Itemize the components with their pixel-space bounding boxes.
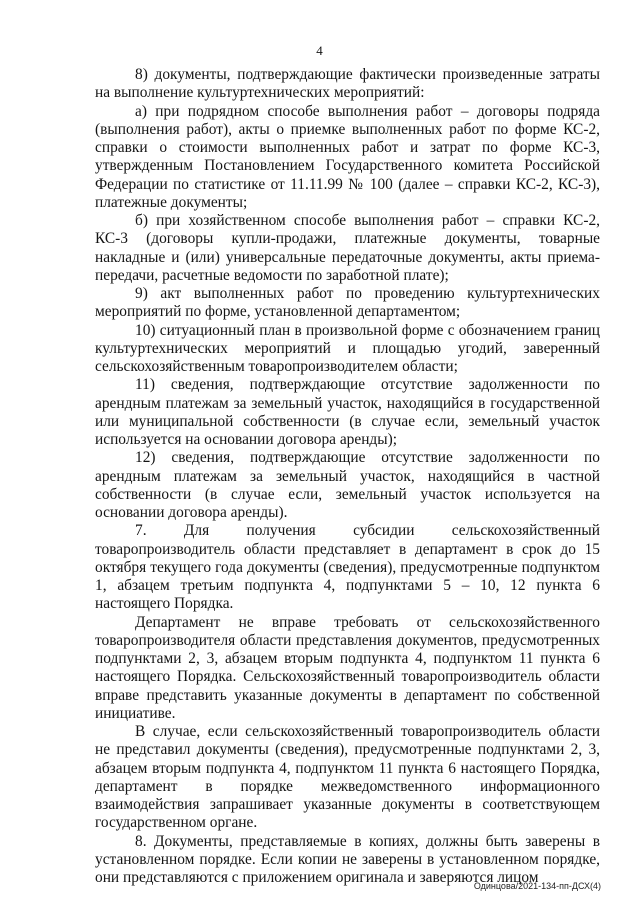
paragraph-item-12: 12) сведения, подтверждающие отсутствие задолженности по арендным платежам за земельный участок, находящийся в частной собственности (в случае если, земельный участок используется на основании договора аренды). bbox=[95, 449, 600, 521]
page-number: 4 bbox=[316, 43, 323, 58]
paragraph-item-8: 8) документы, подтверждающие фактически произведенные затраты на выполнение культуртехнических мероприятий: bbox=[95, 66, 600, 102]
document-body bbox=[95, 66, 600, 887]
paragraph-interagency-request: В случае, если сельскохозяйственный товаропроизводитель области не представил документы (сведения), предусмотренные подпунктами 2, 3, абзацем вторым подпункта 4, подпунктом 11 пункта 6 настоящего Порядка, департамент в порядке межведомственного информационного взаимодействия запрашивает указанные документы в соответствующем государственном органе. bbox=[95, 723, 600, 832]
paragraph-subitem-b: б) при хозяйственном способе выполнения работ – справки КС-2, КС-3 (договоры купли-продажи, платежные документы, товарные накладные и (или) универсальные передаточные документы, акты приема-передачи, расчетные ведомости по заработной плате); bbox=[95, 212, 600, 284]
paragraph-item-10: 10) ситуационный план в произвольной форме с обозначением границ культуртехнических мероприятий и площадью угодий, заверенный сельскохозяйственным товаропроизводителем области; bbox=[95, 321, 600, 375]
paragraph-item-9: 9) акт выполненных работ по проведению культуртехнических мероприятий по форме, установленной департаментом; bbox=[95, 285, 600, 321]
document-footer-code: Одинцова/2021-134-пп-ДСХ(4) bbox=[473, 881, 601, 891]
paragraph-item-11: 11) сведения, подтверждающие отсутствие задолженности по арендным платежам за земельный участок, находящийся в государственной или муниципальной собственности (в случае если, земельный участок используется на основании договора аренды); bbox=[95, 376, 600, 448]
paragraph-clause-8: 8. Документы, представляемые в копиях, должны быть заверены в установленном порядке. Если копии не заверены в установленном порядке, они представляются с приложением оригинала и заверяются лицом bbox=[95, 832, 600, 886]
paragraph-subitem-a: а) при подрядном способе выполнения работ – договоры подряда (выполнения работ), акты о приемке выполненных работ по форме КС-2, справки о стоимости выполненных работ и затрат по форме КС-3, утвержденным Постановлением Государственного комитета Российской Федерации по статистике от 11.11.99 № 100 (далее – справки КС-2, КС-3), платежные документы; bbox=[95, 102, 600, 211]
paragraph-clause-7: 7. Для получения субсидии сельскохозяйственный товаропроизводитель области представляет в департамент в срок до 15 октября текущего года документы (сведения), предусмотренные подпунктом 1, абзацем третьим подпункта 4, подпунктами 5 – 10, 12 пункта 6 настоящего Порядка. bbox=[95, 522, 600, 613]
paragraph-department-restriction: Департамент не вправе требовать от сельскохозяйственного товаропроизводителя области представления документов, предусмотренных подпунктами 2, 3, абзацем вторым подпункта 4, подпунктом 11 пункта 6 настоящего Порядка. Сельскохозяйственный товаропроизводитель области вправе представить указанные документы в департамент по собственной инициативе. bbox=[95, 613, 600, 722]
